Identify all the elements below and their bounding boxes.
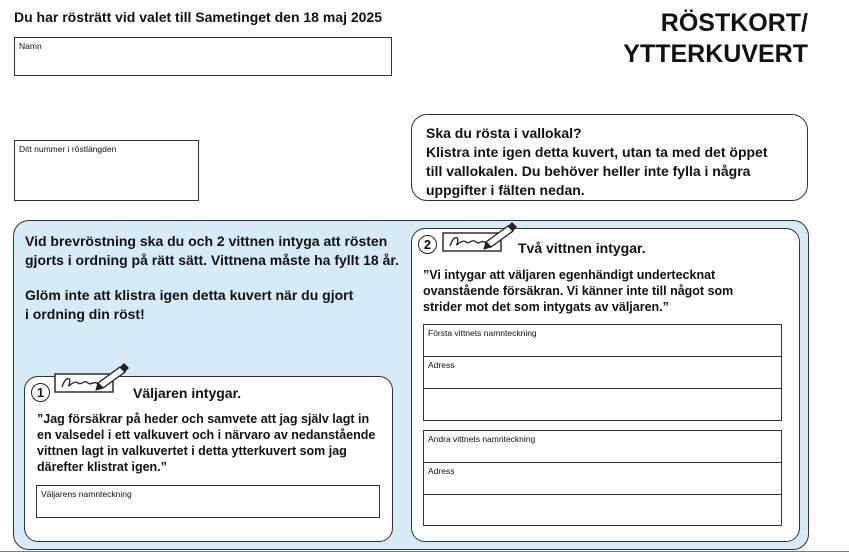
witness-quote-line-1: ”Vi intygar att väljaren egenhändigt undertecknat xyxy=(423,268,716,282)
title-line-1: RÖSTKORT/ xyxy=(660,9,808,37)
second-witness-fields xyxy=(423,430,782,526)
name-field-label: Namn xyxy=(19,41,42,51)
info-line-1: Ska du rösta i vallokal? xyxy=(426,125,582,141)
page-title xyxy=(623,8,808,70)
info-line-2: Klistra inte igen detta kuvert, utan ta med det öppet xyxy=(426,144,768,160)
voter-quote-line-4: därefter klistrat igen.” xyxy=(37,460,167,474)
voter-quote-line-2: en valsedel i ett valkuvert och i närvaro av nedanstående xyxy=(37,428,376,442)
voter-quote-line-1: ”Jag försäkrar på heder och samvete att jag själv lagt in xyxy=(37,412,370,426)
step-number-2: 2 xyxy=(418,235,437,254)
instructions-line-4: i ordning din röst! xyxy=(25,306,145,322)
second-witness-signature-label: Andra vittnets namnteckning xyxy=(428,434,536,444)
witness-declaration-text xyxy=(423,267,793,315)
instructions-line-2: gjorts i ordning på rätt sätt. Vittnena måste ha fyllt 18 år. xyxy=(25,252,399,268)
step-number-1: 1 xyxy=(31,383,50,402)
postal-vote-instructions xyxy=(25,232,405,340)
voter-signature-field[interactable] xyxy=(36,485,380,518)
first-witness-address-field[interactable] xyxy=(424,357,781,389)
first-witness-signature-field[interactable] xyxy=(424,325,781,357)
signature-pen-icon xyxy=(442,220,520,254)
voter-heading: Väljaren intygar. xyxy=(133,385,242,401)
voter-signature-label: Väljarens namnteckning xyxy=(41,489,132,499)
instructions-line-1: Vid brevröstning ska du och 2 vittnen intyga att rösten xyxy=(25,233,388,249)
first-witness-address-extra-field[interactable] xyxy=(424,389,781,420)
info-line-4: uppgifter i fälten nedan. xyxy=(426,182,585,198)
voter-declaration-card xyxy=(24,376,393,542)
first-witness-fields xyxy=(423,324,782,421)
voter-declaration-text xyxy=(37,411,389,475)
instructions-line-3: Glöm inte att klistra igen detta kuvert när du gjort xyxy=(25,287,354,303)
first-witness-signature-label: Första vittnets namnteckning xyxy=(428,328,537,338)
witness-declaration-card xyxy=(411,228,800,542)
voter-number-field[interactable] xyxy=(14,140,199,201)
name-field[interactable] xyxy=(14,37,392,76)
voter-quote-line-3: vittnen lagt in valkuvertet i detta ytterkuvert som jag xyxy=(37,444,347,458)
first-witness-address-label: Adress xyxy=(428,360,455,370)
voter-number-field-label: Ditt nummer i röstlängden xyxy=(19,144,117,154)
info-line-3: till vallokalen. Du behöver heller inte fylla i några xyxy=(426,163,751,179)
second-witness-address-extra-field[interactable] xyxy=(424,495,781,525)
second-witness-signature-field[interactable] xyxy=(424,431,781,463)
second-witness-address-field[interactable] xyxy=(424,463,781,495)
page-heading: Du har rösträtt vid valet till Sametinget den 18 maj 2025 xyxy=(14,9,383,25)
witness-quote-line-3: strider mot det som intygats av väljaren.” xyxy=(423,300,669,314)
witness-heading: Två vittnen intygar. xyxy=(518,240,646,256)
polling-station-info-box xyxy=(411,114,808,201)
witness-quote-line-2: ovanstående försäkran. Vi känner inte till något som xyxy=(423,284,734,298)
signature-pen-icon xyxy=(54,361,132,395)
title-line-2: YTTERKUVERT xyxy=(623,40,808,68)
second-witness-address-label: Adress xyxy=(428,466,455,476)
